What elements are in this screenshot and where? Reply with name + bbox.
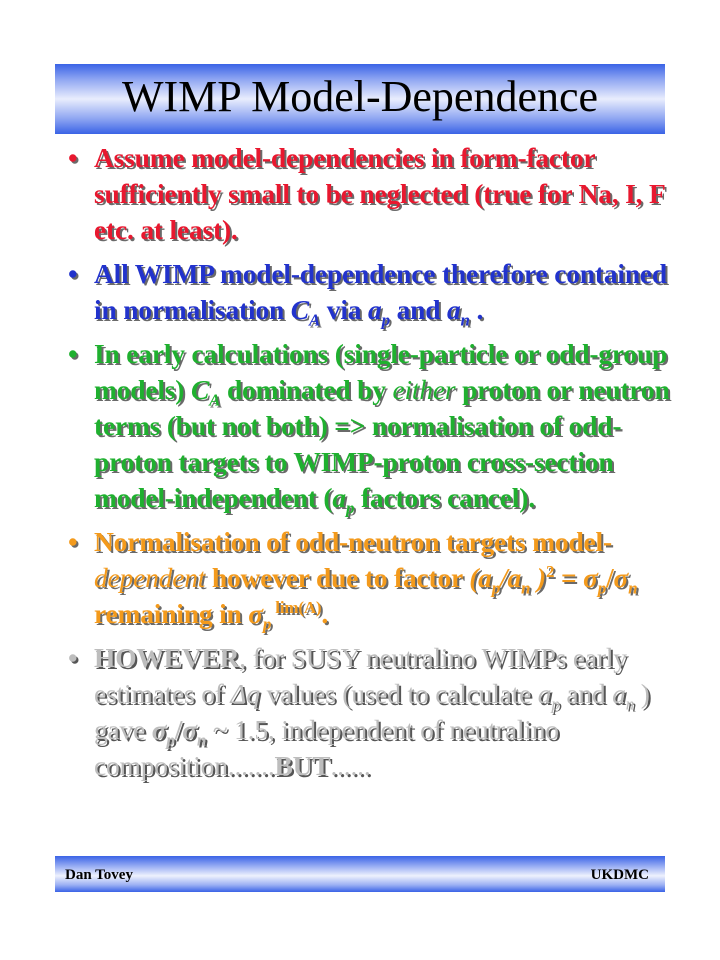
slide-title: WIMP Model-Dependence	[121, 72, 599, 121]
bullet-2	[60, 256, 692, 328]
subscript: p	[597, 578, 607, 598]
bullet-list	[60, 140, 692, 784]
subscript: n	[521, 578, 531, 598]
subscript: p	[381, 310, 390, 330]
bullet-marker: •	[68, 526, 78, 557]
title-bar	[55, 64, 665, 134]
subscript: n	[196, 730, 207, 750]
bullet-marker: •	[68, 642, 78, 673]
bullet-1-text: Assume model-dependencies in form-factor sufficiently small to be neglected (true for Na, I, F etc. at least).	[94, 142, 665, 245]
bullet-4-text: Normalisation of odd-neutron targets model-	[94, 526, 612, 557]
bullet-4-text: /	[606, 562, 614, 593]
footer-bar	[55, 856, 665, 892]
bullet-5-text: and	[559, 678, 613, 709]
bullet-3-text: dominated by	[220, 374, 393, 405]
superscript: 2	[545, 561, 555, 581]
subscript: p	[262, 614, 272, 634]
emphasis-but: BUT	[274, 750, 331, 781]
bullet-5-text: values (used to calculate	[259, 678, 538, 709]
bullet-2-text: via	[320, 294, 368, 325]
ratio: (a	[469, 562, 492, 593]
sigma-symbol: σ	[151, 714, 167, 745]
bullet-marker: •	[68, 142, 78, 173]
subscript: n	[628, 578, 638, 598]
bullet-4-text: however due to factor	[205, 562, 470, 593]
symbol-c: C	[190, 374, 210, 405]
bullet-2-text: and	[389, 294, 447, 325]
symbol-a: a	[332, 482, 346, 513]
bullet-2-text: All WIMP model-dependence therefore contained in normalisation	[94, 258, 668, 325]
subscript: n	[460, 310, 470, 330]
subscript: p	[345, 498, 355, 518]
footer-organization: UKDMC	[590, 867, 649, 883]
symbol-c: C	[290, 294, 309, 325]
footer-author: Dan Tovey	[65, 867, 133, 883]
symbol-a: a	[368, 294, 382, 325]
sigma-symbol: σ	[613, 562, 629, 593]
subscript: n	[625, 694, 635, 714]
bullet-marker: •	[68, 338, 78, 369]
symbol-a: a	[537, 678, 552, 709]
bullet-4-text: remaining in	[94, 598, 249, 629]
bullet-4-text: .	[321, 598, 329, 629]
bullet-marker: •	[68, 258, 78, 289]
bullet-1	[60, 140, 692, 248]
subscript: p	[551, 694, 560, 714]
bullet-5-text: ) gave	[94, 678, 650, 745]
ratio: /a	[500, 562, 522, 593]
superscript: lim(A)	[271, 597, 322, 617]
subscript: p	[491, 578, 501, 598]
subscript: p	[166, 730, 175, 750]
subscript: A	[308, 310, 321, 330]
emphasis-either: either	[392, 374, 456, 405]
ratio: )	[530, 562, 546, 593]
sigma-symbol: σ	[248, 598, 263, 629]
delta-q-symbol: Δq	[230, 678, 260, 709]
emphasis-dependent: dependent	[94, 562, 206, 593]
bullet-3-text: In early calculations (single-particle or odd-group models)	[94, 338, 668, 405]
bullet-5	[60, 640, 692, 784]
sigma-symbol: σ	[182, 714, 197, 745]
bullet-2-text: .	[469, 294, 484, 325]
subscript: A	[209, 390, 221, 410]
bullet-5-text: /	[174, 714, 183, 745]
symbol-a: a	[612, 678, 626, 709]
bullet-3-text: proton or neutron terms (but not both) => normalisation of odd-proton targets to WIMP-proton cross-section model-independent (	[94, 374, 670, 513]
symbol-a: a	[446, 294, 461, 325]
sigma-symbol: σ	[583, 562, 598, 593]
bullet-5-text: ......	[330, 750, 371, 781]
bullet-4	[60, 524, 692, 632]
bullet-3	[60, 336, 692, 516]
bullet-5-text: , for SUSY neutralino WIMPs early estimates of	[94, 642, 627, 709]
bullet-3-text: factors cancel).	[354, 482, 535, 513]
emphasis-however: HOWEVER	[94, 642, 240, 673]
bullet-4-text: =	[554, 562, 584, 593]
bullet-5-text: ~ 1.5, independent of neutralino composition.......	[94, 714, 559, 781]
